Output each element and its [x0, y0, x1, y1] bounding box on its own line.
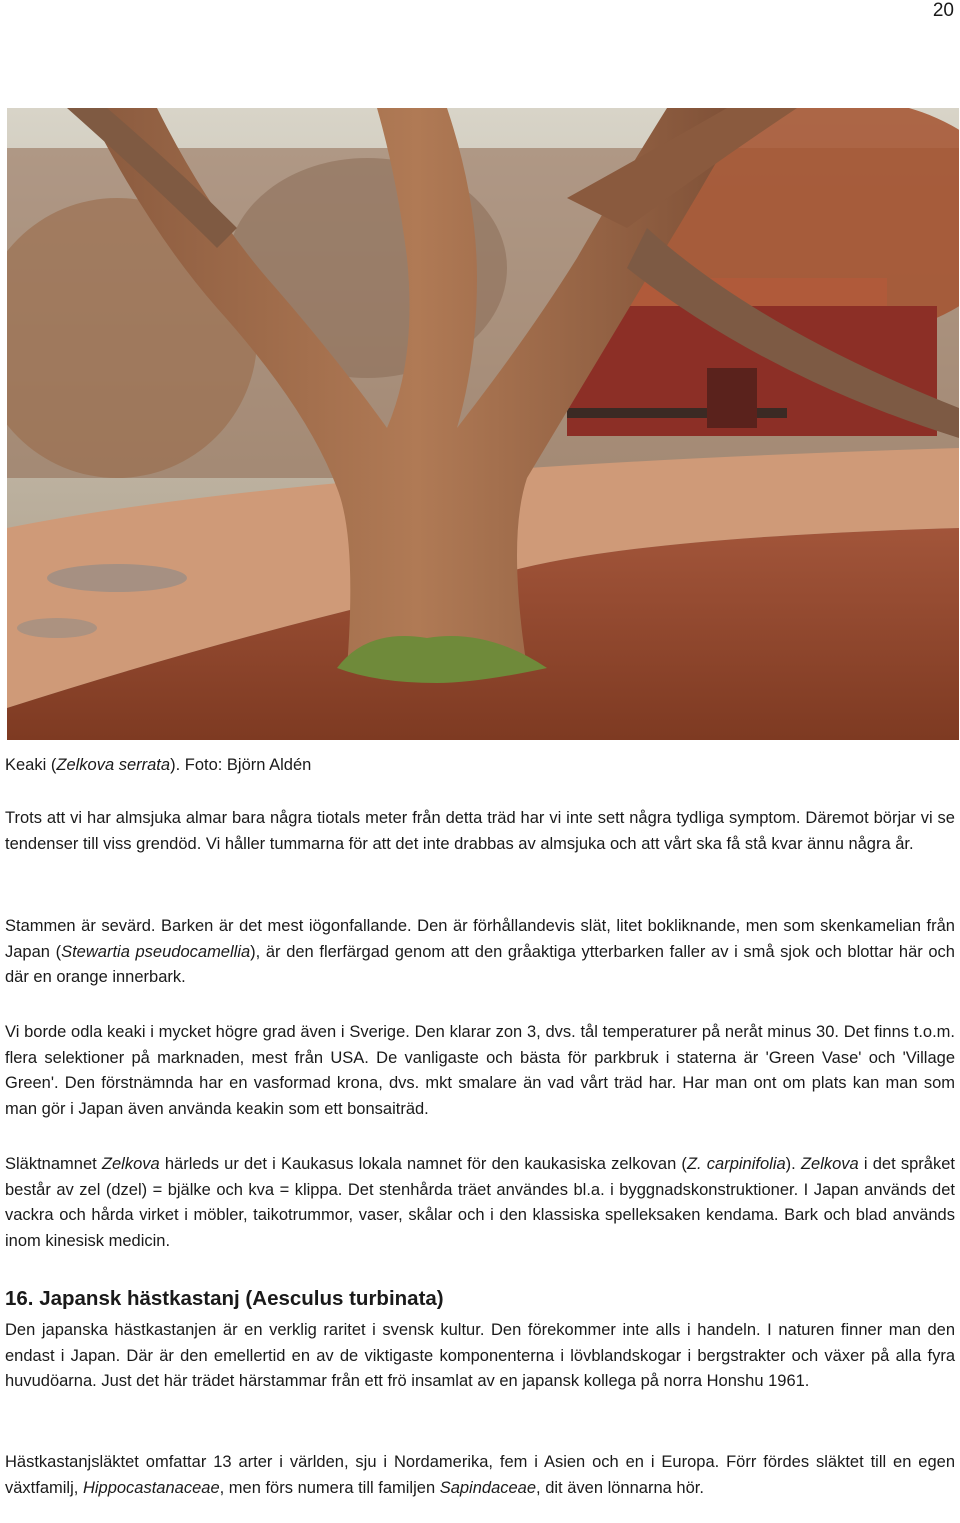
photo-caption: Keaki (Zelkova serrata). Foto: Björn Aldén: [5, 756, 312, 774]
paragraph-horse-chestnut: Den japanska hästkastanjen är en verklig raritet i svensk kultur. Den förekommer inte alls i handeln. I naturen finner man den endast i Japan. Där är den emellertid en av de viktigaste komponenterna i lövblandskogar i bergstrakter och växer på alla fyra huvudöarna. Just det här trädet härstammar från ett frö insamlat av en japansk kollega på norra Honshu 1961.: [5, 1321, 955, 1390]
paragraph-almsjuka: Trots att vi har almsjuka almar bara några tiotals meter från detta träd har vi inte sett några tydliga symptom. Däremot börjar vi se tendenser till viss grendöd. Vi håller tummarna för att det inte drabbas av almsjuka och att vårt ska få stå kvar ännu några år.: [5, 809, 955, 853]
tree-photo: [7, 108, 959, 740]
paragraph-genus: Hästkastanjsläktet omfattar 13 arter i världen, sju i Nordamerika, fem i Asien och en i Europa. Förr fördes släktet till en egen växtfamilj, Hippocastanaceae, men förs numera till familjen Sapindaceae, dit även lönnarna hör.: [5, 1453, 955, 1497]
paragraph-cultivation: Vi borde odla keaki i mycket högre grad även i Sverige. Den klarar zon 3, dvs. tål temperaturer på neråt minus 30. Det finns t.o.m. flera selektioner på marknaden, mest från USA. De vanligaste och bästa för parkbruk i staterna är 'Green Vase' och 'Village Green'. Den förstnämnda har en vasformad krona, dvs. mkt smalare än vad vårt träd har. Har man ont om plats kan man som man gör i Japan även använda keakin som ett bonsaiträd.: [5, 1023, 955, 1118]
paragraph-etymology: Släktnamnet Zelkova härleds ur det i Kaukasus lokala namnet för den kaukasiska zelkovan (Z. carpinifolia). Zelkova i det språket består av zel (dzel) = bjälke och kva = klippa. Det stenhårda träet användes bl.a. i byggnadskonstruktioner. I Japan används det vackra och hårda virket i möbler, taikotrummor, vaser, skålar och i den klassiska spelleksaken kendama. Bark och blad används inom kinesisk medicin.: [5, 1155, 955, 1250]
paragraph-bark: Stammen är sevärd. Barken är det mest iögonfallande. Den är förhållandevis slät, litet bokliknande, men som skenkamelian från Japan (Stewartia pseudocamellia), är den flerfärgad genom att den gråaktiga ytterbarken faller av i små sjok och blottar här och där en orange innerbark.: [5, 917, 955, 986]
page-number: 20: [932, 0, 954, 21]
section-heading: 16. Japansk hästkastanj (Aesculus turbinata): [5, 1287, 444, 1310]
